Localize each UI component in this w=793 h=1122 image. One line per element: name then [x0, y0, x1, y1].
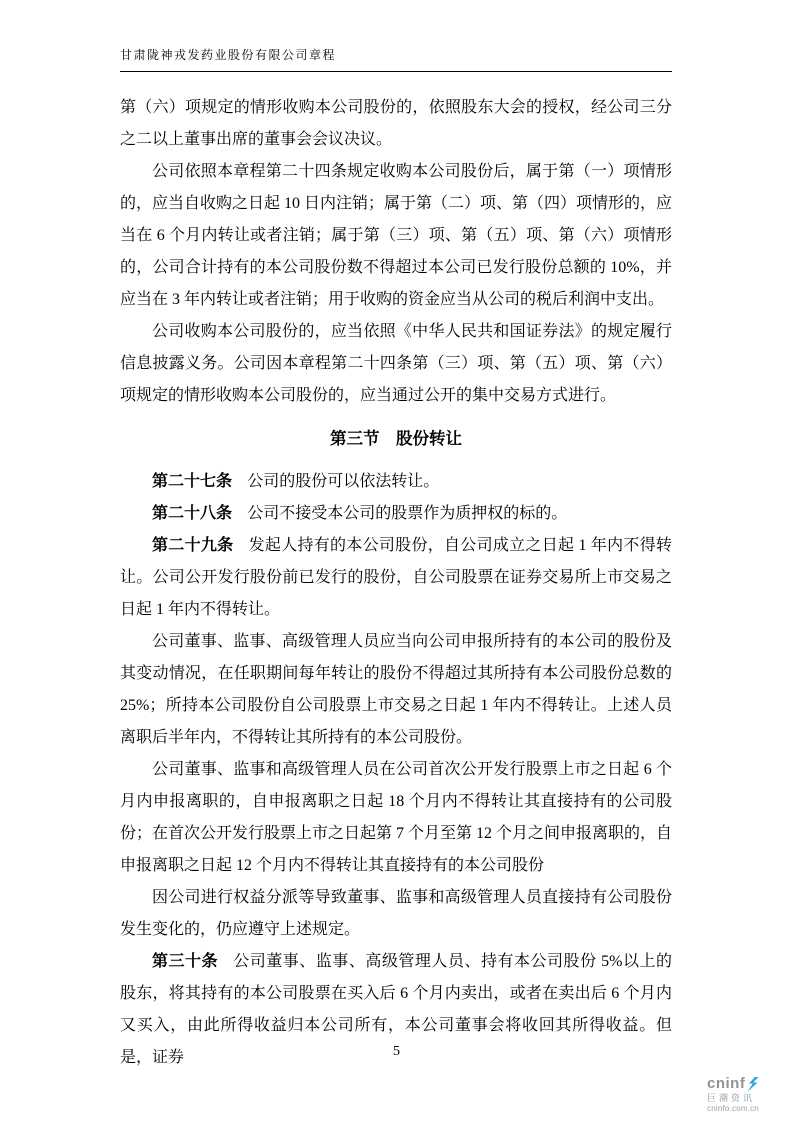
document-body	[120, 92, 672, 1074]
article-text: 公司不接受本公司的股票作为质押权的标的。	[247, 505, 568, 522]
section-heading: 第三节 股份转让	[330, 429, 462, 448]
page-header	[120, 46, 672, 72]
article-paragraph	[120, 530, 672, 626]
document-title: 甘肃陇神戎发药业股份有限公司章程	[120, 48, 337, 62]
cninfo-logo	[707, 1076, 777, 1114]
article-number: 第二十八条	[152, 505, 233, 522]
article-number: 第三十条	[152, 953, 219, 970]
article-number: 第二十九条	[152, 537, 234, 554]
paragraph: 公司依照本章程第二十四条规定收购本公司股份后，属于第（一）项情形的，应当自收购之日起 10 日内注销；属于第（二）项、第（四）项情形的，应当在 6 个月内转让或者注销；属于第（三）项、第（五）项、第（六）项情形的，公司合计持有的本公司股份数不得超过本公司已发行股份总额的 10%，并应当在 3 年内转让或者注销；用于收购的资金应当从公司的税后利润中支出。	[120, 163, 673, 308]
article-paragraph	[120, 466, 672, 498]
page-number: 5	[393, 1044, 400, 1059]
article-text: 发起人持有的本公司股份，自公司成立之日起 1 年内不得转让。公司公开发行股份前已发行的股份，自公司股票在证券交易所上市交易之日起 1 年内不得转让。	[120, 537, 672, 618]
paragraph: 公司收购本公司股份的，应当依照《中华人民共和国证券法》的规定履行信息披露义务。公司因本章程第二十四条第（三）项、第（五）项、第（六）项规定的情形收购本公司股份的，应当通过公开的集中交易方式进行。	[120, 323, 672, 404]
cninfo-brand-text: cninf	[707, 1074, 746, 1092]
article-text: 公司的股份可以依法转让。	[247, 473, 440, 490]
cninfo-lightning-icon	[746, 1077, 759, 1092]
paragraph: 公司董事、监事和高级管理人员在公司首次公开发行股票上市之日起 6 个月内申报离职的，自申报离职之日起 18 个月内不得转让其直接持有的公司股份；在首次公开发行股票上市之日起第 7 个月至第 12 个月之间申报离职的，自申报离职之日起 12 个月内不得转让其直接持有的本公司股份	[120, 761, 673, 874]
paragraph-continued: 第（六）项规定的情形收购本公司股份的，依照股东大会的授权，经公司三分之二以上董事出席的董事会会议决议。	[120, 99, 672, 148]
article-text: 公司董事、监事、高级管理人员、持有本公司股份 5%以上的股东，将其持有的本公司股票在买入后 6 个月内卖出，或者在卖出后 6 个月内又买入，由此所得收益归本公司所有，本公司董事会将收回其所得收益。但是，证券	[120, 953, 672, 1066]
cninfo-logo-row	[707, 1076, 777, 1093]
cninfo-url: cninfo.com.cn	[707, 1104, 759, 1114]
paragraph: 因公司进行权益分派等导致董事、监事和高级管理人员直接持有公司股份发生变化的，仍应遵守上述规定。	[120, 889, 672, 938]
article-paragraph	[120, 498, 672, 530]
article-number: 第二十七条	[152, 473, 233, 490]
paragraph: 公司董事、监事、高级管理人员应当向公司申报所持有的本公司的股份及其变动情况，在任职期间每年转让的股份不得超过其所持有本公司股份总数的 25%；所持本公司股份自公司股票上市交易之日起 1 年内不得转让。上述人员离职后半年内，不得转让其所持有的本公司股份。	[120, 633, 672, 746]
cninfo-chinese-name: 巨潮资讯	[707, 1093, 756, 1104]
